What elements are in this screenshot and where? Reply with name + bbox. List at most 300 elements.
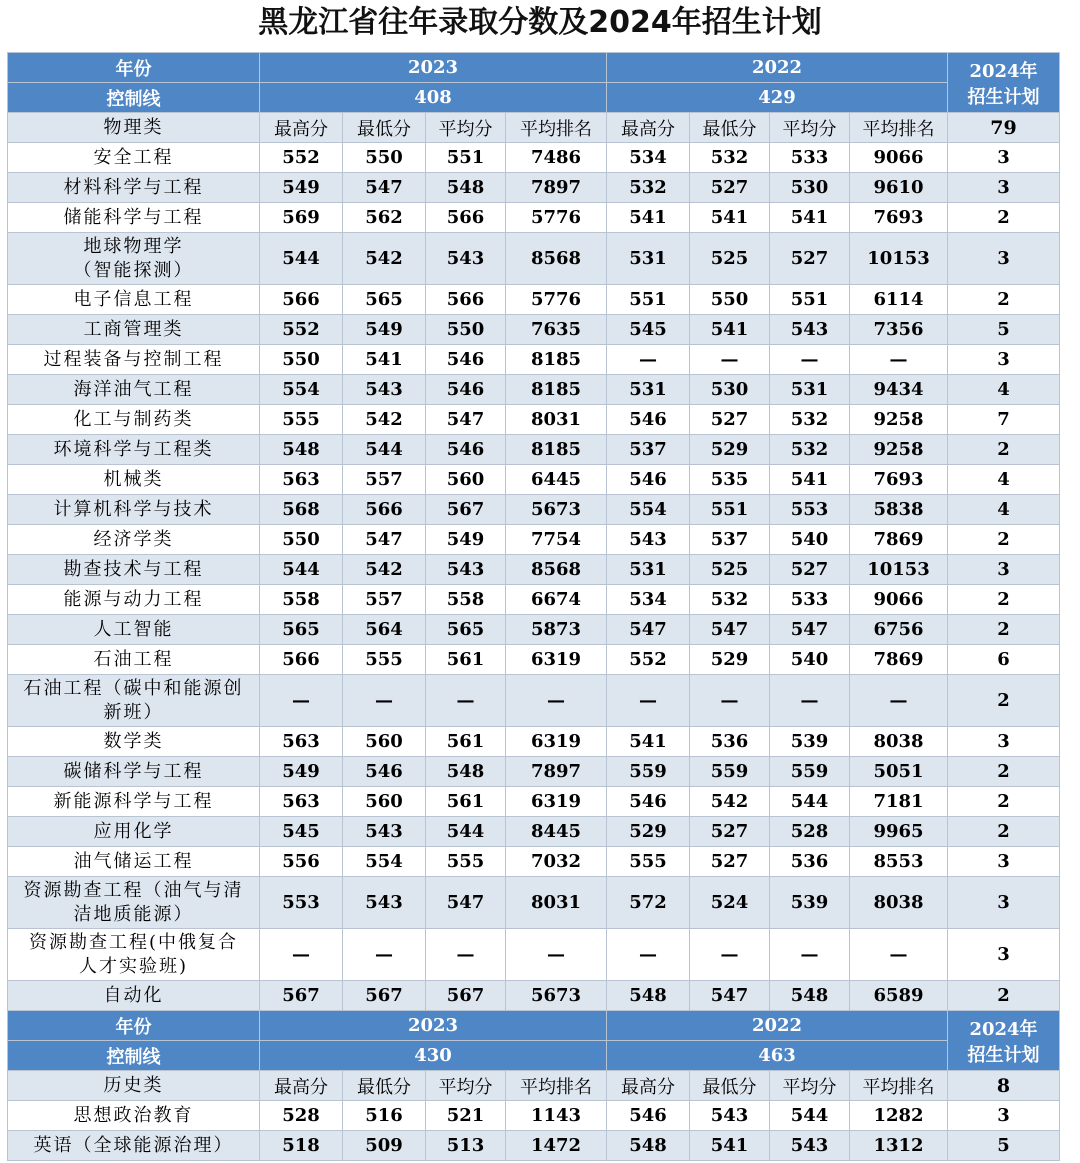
score-cell: 550 xyxy=(260,525,343,555)
score-cell: 537 xyxy=(690,525,770,555)
score-cell: 537 xyxy=(607,435,690,465)
table-row xyxy=(8,675,1060,727)
plan-cell: 4 xyxy=(948,495,1060,525)
score-cell: 540 xyxy=(770,645,850,675)
major-name: 计算机科学与技术 xyxy=(8,495,260,525)
score-cell: 9610 xyxy=(850,173,948,203)
score-cell: 7635 xyxy=(506,315,607,345)
score-cell: 536 xyxy=(770,847,850,877)
score-cell: 535 xyxy=(690,465,770,495)
major-name: 勘查技术与工程 xyxy=(8,555,260,585)
score-cell: 7486 xyxy=(506,143,607,173)
plan-cell: 3 xyxy=(948,1101,1060,1131)
control-line-value: 430 xyxy=(260,1041,607,1071)
score-cell: 561 xyxy=(426,727,506,757)
plan-cell: 4 xyxy=(948,465,1060,495)
score-cell: 7032 xyxy=(506,847,607,877)
score-cell: 527 xyxy=(690,173,770,203)
score-cell: 9965 xyxy=(850,817,948,847)
score-cell: 543 xyxy=(343,375,426,405)
score-cell: 544 xyxy=(260,555,343,585)
score-cell: 8038 xyxy=(850,877,948,929)
stat-header: 最高分 xyxy=(607,113,690,143)
table-row xyxy=(8,173,1060,203)
score-cell: 532 xyxy=(770,435,850,465)
total-plan: 8 xyxy=(948,1071,1060,1101)
score-cell: — xyxy=(607,345,690,375)
score-cell: 554 xyxy=(260,375,343,405)
table-row xyxy=(8,1101,1060,1131)
score-cell: 6319 xyxy=(506,645,607,675)
score-cell: — xyxy=(426,929,506,981)
score-cell: 521 xyxy=(426,1101,506,1131)
score-cell: 8031 xyxy=(506,405,607,435)
admission-table xyxy=(7,52,1060,1161)
stat-header: 最高分 xyxy=(607,1071,690,1101)
total-plan: 79 xyxy=(948,113,1060,143)
year-cell: 2023 xyxy=(260,1011,607,1041)
score-cell: 8185 xyxy=(506,345,607,375)
score-cell: 530 xyxy=(770,173,850,203)
table-row xyxy=(8,143,1060,173)
score-cell: 541 xyxy=(690,315,770,345)
score-cell: 532 xyxy=(690,143,770,173)
score-cell: 6319 xyxy=(506,727,607,757)
score-cell: 8185 xyxy=(506,375,607,405)
score-cell: 543 xyxy=(343,817,426,847)
major-name: 碳储科学与工程 xyxy=(8,757,260,787)
score-cell: 541 xyxy=(690,203,770,233)
score-cell: 531 xyxy=(770,375,850,405)
score-cell: 8038 xyxy=(850,727,948,757)
stat-header: 平均分 xyxy=(770,1071,850,1101)
table-row xyxy=(8,787,1060,817)
major-name: 人工智能 xyxy=(8,615,260,645)
control-line-value: 429 xyxy=(607,83,948,113)
score-cell: 549 xyxy=(343,315,426,345)
score-cell: 562 xyxy=(343,203,426,233)
score-cell: 532 xyxy=(607,173,690,203)
plan-cell: 3 xyxy=(948,143,1060,173)
score-cell: 547 xyxy=(607,615,690,645)
major-name: 能源与动力工程 xyxy=(8,585,260,615)
table-row xyxy=(8,375,1060,405)
score-cell: 8568 xyxy=(506,233,607,285)
score-cell: 566 xyxy=(260,285,343,315)
score-cell: 530 xyxy=(690,375,770,405)
score-cell: — xyxy=(343,929,426,981)
score-cell: 560 xyxy=(343,727,426,757)
score-cell: 6445 xyxy=(506,465,607,495)
score-cell: 547 xyxy=(770,615,850,645)
score-cell: — xyxy=(506,675,607,727)
score-cell: — xyxy=(607,929,690,981)
major-name: 石油工程（碳中和能源创 新班） xyxy=(8,675,260,727)
score-cell: 1282 xyxy=(850,1101,948,1131)
score-cell: 529 xyxy=(607,817,690,847)
control-line-row xyxy=(8,83,1060,113)
major-name: 工商管理类 xyxy=(8,315,260,345)
score-cell: 566 xyxy=(426,285,506,315)
stat-header: 平均排名 xyxy=(506,113,607,143)
major-name: 材料科学与工程 xyxy=(8,173,260,203)
control-line-value: 408 xyxy=(260,83,607,113)
score-cell: 525 xyxy=(690,555,770,585)
score-cell: 566 xyxy=(260,645,343,675)
major-name: 思想政治教育 xyxy=(8,1101,260,1131)
stat-header: 最低分 xyxy=(690,1071,770,1101)
table-row xyxy=(8,495,1060,525)
score-cell: 551 xyxy=(607,285,690,315)
category-label: 物理类 xyxy=(8,113,260,143)
score-cell: 555 xyxy=(260,405,343,435)
score-cell: — xyxy=(850,345,948,375)
table-row xyxy=(8,233,1060,285)
score-cell: 1472 xyxy=(506,1131,607,1161)
year-cell: 2022 xyxy=(607,1011,948,1041)
score-cell: 552 xyxy=(260,315,343,345)
score-cell: 550 xyxy=(426,315,506,345)
score-cell: 563 xyxy=(260,465,343,495)
major-name: 过程装备与控制工程 xyxy=(8,345,260,375)
page-title: 黑龙江省往年录取分数及2024年招生计划 xyxy=(258,5,822,40)
score-cell: 556 xyxy=(260,847,343,877)
score-cell: 9066 xyxy=(850,585,948,615)
table-row xyxy=(8,203,1060,233)
score-cell: 7693 xyxy=(850,465,948,495)
score-cell: 544 xyxy=(260,233,343,285)
score-cell: 542 xyxy=(690,787,770,817)
stat-header: 最低分 xyxy=(690,113,770,143)
score-cell: 539 xyxy=(770,877,850,929)
table-row xyxy=(8,929,1060,981)
stat-header: 平均排名 xyxy=(506,1071,607,1101)
score-cell: 565 xyxy=(343,285,426,315)
score-cell: — xyxy=(260,675,343,727)
score-cell: 543 xyxy=(426,233,506,285)
score-cell: 554 xyxy=(607,495,690,525)
score-cell: — xyxy=(770,345,850,375)
table-row xyxy=(8,981,1060,1011)
major-name: 经济学类 xyxy=(8,525,260,555)
score-cell: 509 xyxy=(343,1131,426,1161)
score-cell: 527 xyxy=(690,847,770,877)
score-cell: 536 xyxy=(690,727,770,757)
score-cell: 558 xyxy=(260,585,343,615)
score-cell: — xyxy=(690,675,770,727)
score-cell: 550 xyxy=(343,143,426,173)
score-cell: 7869 xyxy=(850,645,948,675)
plan-cell: 2 xyxy=(948,675,1060,727)
score-cell: 566 xyxy=(343,495,426,525)
score-cell: 548 xyxy=(260,435,343,465)
score-cell: 6756 xyxy=(850,615,948,645)
major-name: 油气储运工程 xyxy=(8,847,260,877)
score-cell: 10153 xyxy=(850,555,948,585)
score-cell: 548 xyxy=(607,1131,690,1161)
score-cell: 546 xyxy=(607,787,690,817)
score-cell: 513 xyxy=(426,1131,506,1161)
score-cell: 559 xyxy=(690,757,770,787)
score-cell: 528 xyxy=(260,1101,343,1131)
score-cell: 548 xyxy=(426,173,506,203)
score-cell: 1312 xyxy=(850,1131,948,1161)
score-cell: 559 xyxy=(607,757,690,787)
table-row xyxy=(8,757,1060,787)
score-cell: 544 xyxy=(770,1101,850,1131)
score-cell: 532 xyxy=(690,585,770,615)
score-cell: 568 xyxy=(260,495,343,525)
subheader-row xyxy=(8,113,1060,143)
table-row xyxy=(8,877,1060,929)
score-cell: 547 xyxy=(690,615,770,645)
major-name: 海洋油气工程 xyxy=(8,375,260,405)
score-cell: 546 xyxy=(607,1101,690,1131)
score-cell: 559 xyxy=(770,757,850,787)
plan-cell: 2 xyxy=(948,817,1060,847)
score-cell: 560 xyxy=(343,787,426,817)
plan-header: 2024年 招生计划 xyxy=(948,53,1060,113)
score-cell: 8553 xyxy=(850,847,948,877)
score-cell: 539 xyxy=(770,727,850,757)
score-cell: 6319 xyxy=(506,787,607,817)
major-name: 石油工程 xyxy=(8,645,260,675)
stat-header: 最高分 xyxy=(260,1071,343,1101)
score-cell: 9258 xyxy=(850,435,948,465)
score-cell: 564 xyxy=(343,615,426,645)
year-header-row xyxy=(8,1011,1060,1041)
score-cell: 518 xyxy=(260,1131,343,1161)
score-cell: 9066 xyxy=(850,143,948,173)
score-cell: 551 xyxy=(770,285,850,315)
major-name: 安全工程 xyxy=(8,143,260,173)
subheader-row xyxy=(8,1071,1060,1101)
score-cell: 543 xyxy=(343,877,426,929)
major-name: 自动化 xyxy=(8,981,260,1011)
control-line-value: 463 xyxy=(607,1041,948,1071)
score-cell: — xyxy=(770,929,850,981)
score-cell: 9434 xyxy=(850,375,948,405)
score-cell: 543 xyxy=(690,1101,770,1131)
control-line-label: 控制线 xyxy=(8,83,260,113)
score-cell: — xyxy=(260,929,343,981)
table-row xyxy=(8,345,1060,375)
score-cell: 524 xyxy=(690,877,770,929)
plan-cell: 3 xyxy=(948,345,1060,375)
control-line-row xyxy=(8,1041,1060,1071)
plan-cell: 2 xyxy=(948,435,1060,465)
score-cell: 563 xyxy=(260,727,343,757)
table-row xyxy=(8,727,1060,757)
score-cell: 8031 xyxy=(506,877,607,929)
table-row xyxy=(8,585,1060,615)
plan-cell: 6 xyxy=(948,645,1060,675)
score-cell: 6589 xyxy=(850,981,948,1011)
year-label: 年份 xyxy=(8,1011,260,1041)
score-cell: 7181 xyxy=(850,787,948,817)
score-cell: 10153 xyxy=(850,233,948,285)
stat-header: 平均分 xyxy=(426,113,506,143)
score-cell: 547 xyxy=(690,981,770,1011)
score-cell: 7356 xyxy=(850,315,948,345)
score-cell: 6114 xyxy=(850,285,948,315)
score-cell: 5673 xyxy=(506,495,607,525)
score-cell: 529 xyxy=(690,645,770,675)
score-cell: 567 xyxy=(343,981,426,1011)
score-cell: 551 xyxy=(426,143,506,173)
score-cell: 551 xyxy=(690,495,770,525)
score-cell: 5776 xyxy=(506,203,607,233)
score-cell: 541 xyxy=(770,203,850,233)
score-cell: 5673 xyxy=(506,981,607,1011)
table-row xyxy=(8,847,1060,877)
major-name: 资源勘查工程(中俄复合 人才实验班) xyxy=(8,929,260,981)
stat-header: 平均分 xyxy=(770,113,850,143)
score-cell: 546 xyxy=(343,757,426,787)
score-cell: 7869 xyxy=(850,525,948,555)
table-row xyxy=(8,1131,1060,1161)
plan-cell: 3 xyxy=(948,233,1060,285)
table-row xyxy=(8,615,1060,645)
table-row xyxy=(8,817,1060,847)
score-cell: 525 xyxy=(690,233,770,285)
score-cell: 558 xyxy=(426,585,506,615)
stat-header: 最高分 xyxy=(260,113,343,143)
score-cell: 547 xyxy=(343,525,426,555)
score-cell: 527 xyxy=(770,233,850,285)
score-cell: 572 xyxy=(607,877,690,929)
plan-cell: 5 xyxy=(948,1131,1060,1161)
score-cell: 531 xyxy=(607,375,690,405)
plan-cell: 2 xyxy=(948,981,1060,1011)
plan-cell: 2 xyxy=(948,203,1060,233)
score-cell: 540 xyxy=(770,525,850,555)
score-cell: 541 xyxy=(690,1131,770,1161)
score-cell: 8445 xyxy=(506,817,607,847)
score-cell: 565 xyxy=(426,615,506,645)
score-cell: 566 xyxy=(426,203,506,233)
table-row xyxy=(8,285,1060,315)
score-cell: 560 xyxy=(426,465,506,495)
table-row xyxy=(8,525,1060,555)
score-cell: 549 xyxy=(260,757,343,787)
major-name: 英语（全球能源治理） xyxy=(8,1131,260,1161)
score-cell: 557 xyxy=(343,465,426,495)
major-name: 化工与制药类 xyxy=(8,405,260,435)
score-cell: — xyxy=(690,929,770,981)
score-cell: — xyxy=(850,675,948,727)
score-cell: 567 xyxy=(426,495,506,525)
table-row xyxy=(8,555,1060,585)
score-cell: 541 xyxy=(607,203,690,233)
score-cell: 8568 xyxy=(506,555,607,585)
stat-header: 平均排名 xyxy=(850,113,948,143)
score-cell: — xyxy=(690,345,770,375)
score-cell: 5838 xyxy=(850,495,948,525)
score-cell: 550 xyxy=(260,345,343,375)
score-cell: 554 xyxy=(343,847,426,877)
score-cell: 561 xyxy=(426,787,506,817)
score-cell: 546 xyxy=(607,405,690,435)
score-cell: 542 xyxy=(343,555,426,585)
score-cell: 545 xyxy=(260,817,343,847)
score-cell: 547 xyxy=(426,405,506,435)
plan-cell: 2 xyxy=(948,757,1060,787)
score-cell: 555 xyxy=(426,847,506,877)
score-cell: 7754 xyxy=(506,525,607,555)
score-cell: 552 xyxy=(607,645,690,675)
plan-cell: 7 xyxy=(948,405,1060,435)
score-cell: 567 xyxy=(426,981,506,1011)
control-line-label: 控制线 xyxy=(8,1041,260,1071)
score-cell: 569 xyxy=(260,203,343,233)
score-cell: 548 xyxy=(426,757,506,787)
score-cell: 8185 xyxy=(506,435,607,465)
score-cell: 527 xyxy=(690,817,770,847)
score-cell: 5776 xyxy=(506,285,607,315)
category-label: 历史类 xyxy=(8,1071,260,1101)
plan-cell: 5 xyxy=(948,315,1060,345)
score-cell: 534 xyxy=(607,143,690,173)
plan-cell: 2 xyxy=(948,585,1060,615)
score-cell: 565 xyxy=(260,615,343,645)
score-cell: 7897 xyxy=(506,173,607,203)
score-cell: 546 xyxy=(426,435,506,465)
plan-header: 2024年 招生计划 xyxy=(948,1011,1060,1071)
score-cell: 541 xyxy=(770,465,850,495)
table-row xyxy=(8,465,1060,495)
major-name: 新能源科学与工程 xyxy=(8,787,260,817)
score-cell: 527 xyxy=(690,405,770,435)
major-name: 储能科学与工程 xyxy=(8,203,260,233)
score-cell: 541 xyxy=(607,727,690,757)
score-cell: 5873 xyxy=(506,615,607,645)
score-cell: 531 xyxy=(607,233,690,285)
major-name: 机械类 xyxy=(8,465,260,495)
plan-cell: 3 xyxy=(948,847,1060,877)
plan-cell: 2 xyxy=(948,525,1060,555)
score-cell: 542 xyxy=(343,233,426,285)
score-cell: 1143 xyxy=(506,1101,607,1131)
score-cell: 7693 xyxy=(850,203,948,233)
major-name: 应用化学 xyxy=(8,817,260,847)
score-cell: 547 xyxy=(343,173,426,203)
score-cell: 9258 xyxy=(850,405,948,435)
table-row xyxy=(8,645,1060,675)
table-row xyxy=(8,435,1060,465)
major-name: 地球物理学 （智能探测） xyxy=(8,233,260,285)
year-label: 年份 xyxy=(8,53,260,83)
score-cell: 545 xyxy=(607,315,690,345)
plan-cell: 3 xyxy=(948,929,1060,981)
table-row xyxy=(8,315,1060,345)
major-name: 资源勘查工程（油气与清 洁地质能源） xyxy=(8,877,260,929)
plan-cell: 3 xyxy=(948,727,1060,757)
score-cell: 553 xyxy=(260,877,343,929)
stat-header: 最低分 xyxy=(343,113,426,143)
score-cell: 547 xyxy=(426,877,506,929)
score-cell: 527 xyxy=(770,555,850,585)
score-cell: 543 xyxy=(607,525,690,555)
plan-cell: 3 xyxy=(948,877,1060,929)
major-name: 数学类 xyxy=(8,727,260,757)
plan-cell: 2 xyxy=(948,285,1060,315)
score-cell: 5051 xyxy=(850,757,948,787)
score-cell: — xyxy=(426,675,506,727)
score-cell: 543 xyxy=(770,315,850,345)
score-cell: 548 xyxy=(770,981,850,1011)
score-cell: 546 xyxy=(607,465,690,495)
